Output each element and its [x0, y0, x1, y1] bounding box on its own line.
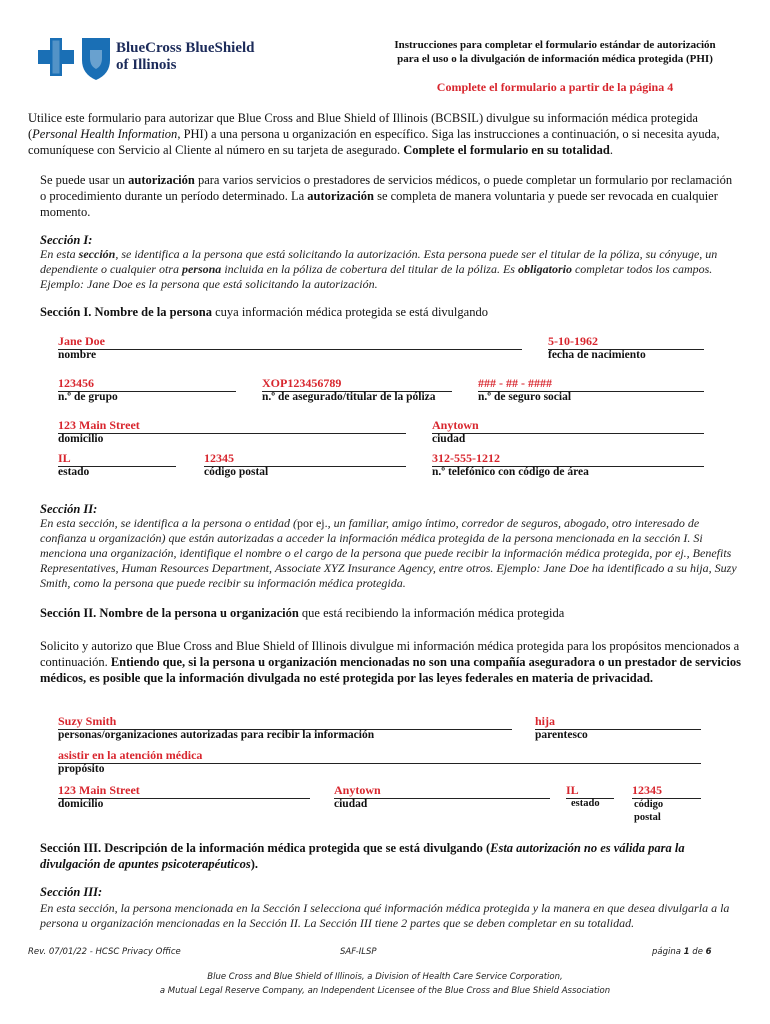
recipient-state-label: estado — [571, 798, 600, 809]
subtitle: Complete el formulario a partir de la página 4 — [436, 80, 674, 94]
state-label: estado — [58, 466, 90, 478]
city-label: ciudad — [432, 433, 466, 445]
section3-heading: Sección III: — [40, 885, 103, 899]
relation-label: parentesco — [535, 729, 588, 741]
title-line1: Instrucciones para completar el formulario estándar de autorización — [394, 39, 716, 51]
dob-label: fecha de nacimiento — [548, 349, 646, 361]
section2-heading: Sección II: — [40, 502, 98, 516]
name-field[interactable]: Jane Doe — [58, 334, 522, 350]
ssn-field[interactable]: ### - ## - #### — [478, 376, 704, 392]
group-label: n.º de grupo — [58, 391, 118, 403]
purpose-label: propósito — [58, 763, 105, 775]
authorized-person-label: personas/organizaciones autorizadas para recibir la información — [58, 729, 375, 741]
section1-title: Sección I. Nombre de la persona cuya información médica protegida se está divulgando — [40, 305, 488, 319]
state-field[interactable]: IL — [58, 451, 176, 467]
address-field[interactable]: 123 Main Street — [58, 418, 406, 434]
name-label: nombre — [58, 349, 97, 361]
recipient-city-label: ciudad — [334, 798, 368, 810]
logo-line1: BlueCross BlueShield — [116, 40, 255, 56]
recipient-city-field[interactable]: Anytown — [334, 783, 550, 799]
section1-description: En esta sección, se identifica a la persona que está solicitando la autorización. Esta persona puede ser el titular de la póliza, su cónyuge, un dependiente o cualquier otra persona incluida en la póliza de cobertura del titular de la póliza. Es obligatorio completar todos los campos. Ejemplo: Jane Doe es la persona que está solicitando la autorización. — [40, 247, 718, 291]
phone-field[interactable]: 312-555-1212 — [432, 451, 704, 467]
intro-paragraph-2: Se puede usar un autorización para varios servicios o prestadores de servicios médicos, o puede completar un formulario por reclamación o procedimiento durante un período determinado. La autorización se completa de manera voluntaria y puede ser revocada en cualquier momento. — [40, 173, 733, 219]
recipient-zip-label: código postal — [634, 799, 664, 823]
recipient-zip-field[interactable]: 12345 — [632, 783, 701, 799]
address-label: domicilio — [58, 433, 104, 445]
recipient-address-field[interactable]: 123 Main Street — [58, 783, 310, 799]
section2-paragraph: Solicito y autorizo que Blue Cross and Blue Shield of Illinois divulgue mi información médica protegida para los propósitos mencionados a continuación. Entiendo que, si la persona u organización mencionadas no son una compañía aseguradora o un prestador de servicios médicos, es posible que la información divulgada no esté protegida por las leyes federales en materia de privacidad. — [40, 639, 741, 685]
purpose-field[interactable]: asistir en la atención médica — [58, 748, 701, 764]
city-field[interactable]: Anytown — [432, 418, 704, 434]
section3-title: Sección III. Descripción de la información médica protegida que se está divulgando (Esta autorización no es válida para la divulgación de apuntes psicoterapéuticos). — [40, 841, 685, 871]
member-field[interactable]: XOP123456789 — [262, 376, 452, 392]
section2-description: En esta sección, se identifica a la persona o entidad (por ej., un familiar, amigo íntimo, corredor de seguros, abogado, otro interesado de confianza u organización) que están autorizadas a acceder la información médica protegida de la persona mencionada en la sección I. Si menciona una organización, identifique el nombre o el cargo de la persona que puede recibir la información médica protegida, por ej., Benefits Representatives, Human Resources Department, Associate XYZ Insurance Agency, entre otros. Ejemplo: Jane Doe ha identificado a su hija, Suzy Smith, como la persona que puede recibir su información médica protegida. — [40, 516, 737, 590]
intro-paragraph: Utilice este formulario para autorizar que Blue Cross and Blue Shield of Illinois (BCBSIL) divulgue su información médica protegida (Personal Health Information, PHI) a una persona u organización en específico. Siga las instrucciones a continuación, o si necesita ayuda, comuníquese con Servicio al Cliente al número en su tarjeta de asegurado. Complete el formulario en su totalidad. — [28, 111, 720, 157]
footer-code: SAF-ILSP — [340, 947, 377, 957]
footer-page-number: página 1 de 6 — [652, 947, 712, 957]
dob-field[interactable]: 5-10-1962 — [548, 334, 704, 350]
group-field[interactable]: 123456 — [58, 376, 236, 392]
ssn-label: n.º de seguro social — [478, 391, 572, 403]
phone-label: n.º telefónico con código de área — [432, 466, 589, 478]
relation-field[interactable]: hija — [535, 714, 701, 730]
footer-legal: Blue Cross and Blue Shield of Illinois, a Division of Health Care Service Corporation, a Mutual Legal Reserve Company, an Independent Licensee of the Blue Cross and Blue Shield Association — [159, 972, 611, 996]
section1-heading: Sección I: — [40, 233, 93, 247]
member-label: n.º de asegurado/titular de la póliza — [262, 391, 436, 403]
authorized-person-field[interactable]: Suzy Smith — [58, 714, 512, 730]
section3-description: En esta sección, la persona mencionada en la Sección I selecciona qué información médica protegida y la manera en que desea divulgarla a la persona u organización mencionadas en la Sección II. La Sección III tiene 2 partes que se deben completar en su totalidad. — [40, 901, 730, 930]
bcbs-logo-icon — [38, 36, 118, 82]
logo — [38, 36, 263, 86]
zip-label: código postal — [204, 466, 269, 478]
recipient-address-label: domicilio — [58, 798, 104, 810]
recipient-state-field[interactable]: IL — [566, 783, 614, 799]
section2-title: Sección II. Nombre de la persona u organización que está recibiendo la información médica protegida — [40, 606, 565, 620]
logo-line2: of Illinois — [116, 57, 177, 73]
footer-revision: Rev. 07/01/22 - HCSC Privacy Office — [28, 947, 181, 957]
zip-field[interactable]: 12345 — [204, 451, 406, 467]
title-line2: para el uso o la divulgación de información médica protegida (PHI) — [397, 53, 713, 65]
